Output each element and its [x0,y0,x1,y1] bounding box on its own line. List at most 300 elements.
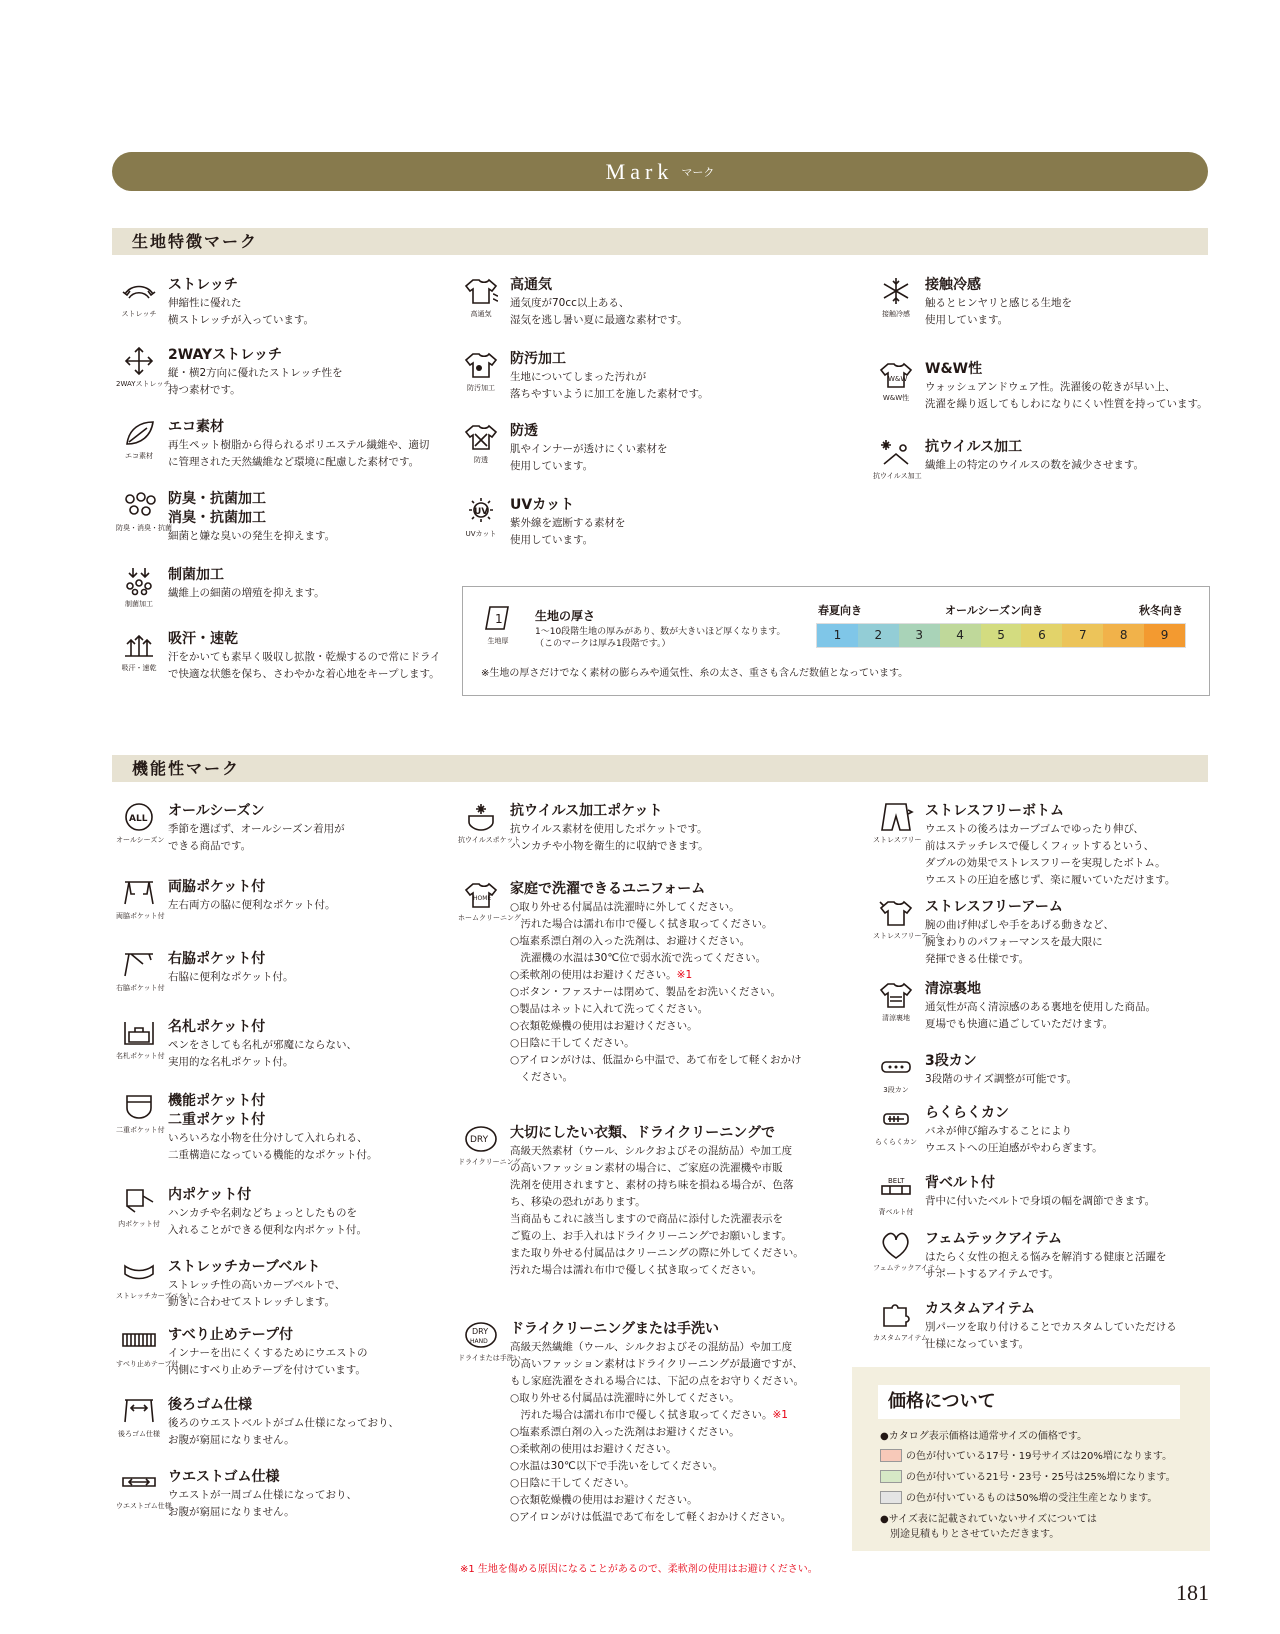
mark-desc-text: 繊維上の細菌の増殖を抑えます。 [168,587,325,599]
mark-desc-text: 内側にすべり止めテープを付けています。 [168,1364,366,1376]
mark-title: ウエストゴム仕様 [168,1469,280,1485]
mark-caption: 高通気 [470,310,492,318]
mark-desc-text: 別パーツを取り付けることでカスタムしていただける [925,1321,1177,1333]
mark-title: 背ベルト付 [925,1175,995,1191]
mark-desc-text: 仕様になっています。 [925,1338,1030,1350]
mark-title: 防汚加工 [510,351,566,367]
price-line-1: ●カタログ表示価格は通常サイズの価格です。 [880,1431,1088,1442]
mark-text [510,802,709,855]
mark-caption: ストレスフリー [873,836,922,844]
mark-desc-line [510,369,709,386]
mark-caption: W&W性 [882,394,910,402]
mark-desc-text: また取り外せる付属品はクリーニングの際に外してください。 [510,1247,804,1259]
mark-desc-line [925,1266,1167,1283]
home-cleaning-icon [458,880,521,923]
footnote: ※1 生地を傷める原因になることがあるので、柔軟剤の使用はお避けください。 [460,1564,818,1575]
svg-text:DRY: DRY [472,1327,489,1336]
mark-desc-text: 実用的な名札ポケット付。 [168,1056,294,1068]
mark-desc-line [168,666,441,683]
mark-caption: 両脇ポケット付 [116,912,165,920]
mark-desc-line [925,1249,1167,1266]
mark-desc-text: ち、移染の恐れがあります。 [510,1196,646,1208]
price-box [852,1367,1210,1551]
mark-desc-line [168,838,345,855]
mark-desc-text: ○衣類乾燥機の使用はお避けください。 [510,1020,698,1032]
mark-text [168,1326,368,1379]
mark-desc-text: 右脇に便利なポケット付。 [168,971,294,983]
mark-desc-text: ○取り外せる付属品は洗濯時に外してください。 [510,1392,740,1404]
mark-desc-text: ○塩素系漂白剤の入った洗剤は、お避けください。 [510,935,751,947]
mark-desc-line [925,312,1072,329]
all-season-icon [116,802,165,845]
mark-desc-line [510,1424,804,1441]
mark-desc-text: ○アイロンがけは、低温から中温で、あて布をして軽くおかけ [510,1054,802,1066]
label-autumn-winter: 秋冬向き [1139,604,1183,617]
two-way-stretch-icon [116,346,171,389]
mark-title: 3段カン [925,1053,977,1069]
mark-desc-line [925,838,1175,855]
antiviral-icon [873,438,922,481]
mark-desc-line [168,897,335,914]
thickness-box [462,586,1210,696]
mark-desc-line [168,1487,357,1504]
thickness-step: 9 [1144,624,1185,647]
mark-desc-line [510,312,688,329]
mark-desc-text: ○柔軟剤の使用はお避けください。 [510,969,677,981]
mark-desc-line [510,1052,802,1069]
dry-cleaning-icon [458,1124,521,1167]
mark-title: 抗ウイルス加工 [925,439,1023,455]
thickness-step: 4 [940,624,981,647]
stress-free-arm-icon [873,898,942,941]
mark-desc-line [510,1035,802,1052]
mark-caption: ドライクリーニング [458,1158,521,1166]
mark-desc-text: 使用しています。 [510,460,594,472]
inner-pocket-icon [116,1186,162,1229]
mark-title: 清涼裏地 [925,981,981,997]
svg-text:1: 1 [495,612,503,626]
mark-desc-line [510,1069,802,1086]
mark-desc-line [925,1193,1155,1210]
mark-caption: 後ろゴム仕様 [118,1430,160,1438]
mark-desc-text: ご覧の上、お手入れはドライクリーニングでお願いします。 [510,1230,792,1242]
mark-caption: ストレッチカーブベルト [116,1292,193,1300]
sweat-absorb-icon [116,630,162,673]
easy-adjuster-icon [873,1104,919,1147]
mark-title: フェムテックアイテム [925,1231,1063,1247]
mark-desc-line [510,1018,802,1035]
mark-caption: 2WAYストレッチ [116,380,171,388]
mark-caption: 吸汗・速乾 [121,664,157,672]
mark-title: 吸汗・速乾 [168,631,238,647]
mark-desc-line [510,458,668,475]
svg-text:BELT: BELT [888,1177,905,1185]
mark-caption: エコ素材 [125,452,153,460]
mark-desc-text: ○塩素系漂白剤の入った洗剤はお避けください。 [510,1426,740,1438]
mark-desc-text: ○日陰に干してください。 [510,1477,635,1489]
mark-title: ストレッチ [168,277,238,293]
mark-title: UVカット [510,497,575,513]
mark-desc-text: ハンカチや名刺などちょっとしたものを [168,1207,357,1219]
mark-caption: 3段カン [883,1086,909,1094]
mark-desc-text: 腕まわりのパフォーマンスを最大限に [925,936,1103,948]
mark-desc-line [168,585,325,602]
mark-desc-text: バネが伸び縮みすることにより [925,1125,1072,1137]
mark-desc-text: 左右両方の脇に便利なポケット付。 [168,899,336,911]
mark-desc-line [510,1194,804,1211]
mark-desc-text: 高級天然素材（ウール、シルクおよびその混紡品）や加工度 [510,1145,792,1157]
mark-caption: ウエストゴム仕様 [116,1502,172,1510]
price-row-3: の色が付いているものは50%増の受注生産となります。 [880,1491,1157,1506]
thickness-step: 1 [817,624,858,647]
mark-desc-line [510,1356,804,1373]
mark-desc-line [168,1037,357,1054]
mark-desc-line [510,1373,804,1390]
mark-desc-text: インナーを出にくくするためにウエストの [168,1347,368,1359]
mark-desc-line [168,1415,399,1432]
mark-desc-text: 横ストレッチが入っています。 [168,314,315,326]
mark-desc-line [510,1509,804,1526]
mark-desc-line [510,1390,804,1407]
mark-desc-text: 縦・横2方向に優れたストレッチ性を [168,367,343,379]
mark-caption: 制菌加工 [125,600,153,608]
mark-caption: オールシーズン [116,836,165,844]
mark-text [510,880,802,1086]
mark-desc-line [510,1262,804,1279]
mark-title: 接触冷感 [925,277,981,293]
mark-desc-line [510,984,802,1001]
mark-desc-text: 使用しています。 [510,534,594,546]
mark-desc-line [510,1211,804,1228]
mark-desc-text: 持つ素材です。 [168,384,241,396]
mark-desc-line [168,454,429,471]
price-line-5: ●サイズ表に記載されていないサイズについては [880,1514,1097,1525]
mark-desc-line [168,1277,345,1294]
mark-desc-text: ○取り外せる付属品は洗濯時に外してください。 [510,901,740,913]
mark-desc-line [510,1001,802,1018]
mark-caption: 右脇ポケット付 [116,984,165,992]
thickness-icon [475,603,521,646]
mark-caption: 防汚加工 [467,384,495,392]
mark-desc-text: ○水温は30℃以下で手洗いをしてください。 [510,1460,723,1472]
thickness-line-1: 1〜10段階生地の厚みがあり、数が大きいほど厚くなります。 [535,627,786,637]
thickness-title: 生地の厚さ [535,609,596,623]
mark-desc-text: ダブルの効果でストレスフリーを実現したボトム。 [925,857,1166,869]
mark-caption: 二重ポケット付 [116,1126,165,1134]
mark-desc-text: ウエストへの圧迫感がやわらぎます。 [925,1142,1103,1154]
footnote-ref: ※1 [772,1409,788,1421]
mark-desc-line [925,1319,1177,1336]
mark-title: オールシーズン [168,803,265,819]
mark-desc-line [168,382,343,399]
mark-text [925,1104,1103,1157]
mark-desc-line [510,1407,804,1424]
mark-desc-text: 再生ペット樹脂から得られるポリエステル繊維や、適切 [168,439,430,451]
waist-rubber-icon [116,1468,172,1511]
mark-title: 防臭・抗菌加工 [168,491,266,507]
mark-text [168,1258,345,1311]
back-belt-icon [873,1174,919,1217]
uv-cut-icon [458,496,504,539]
mark-title: 名札ポケット付 [168,1019,266,1035]
mark-desc-text: で快適な状態を保ち、さわやかな着心地をキープします。 [168,668,440,680]
mark-text [925,1052,1077,1088]
mark-desc-text: ください。 [510,1071,573,1083]
mark-desc-line [510,1458,804,1475]
mark-desc-line [510,1245,804,1262]
mark-desc-text: 動きに合わせてストレッチします。 [168,1296,336,1308]
mark-desc-text: 触るとヒンヤリと感じる生地を [925,297,1072,309]
svg-text:HOME: HOME [473,895,492,902]
mark-desc-text: ウォッシュアンドウェア性。洗濯後の乾きが早い上、 [925,381,1176,393]
mark-desc-line [925,1336,1177,1353]
back-rubber-icon [116,1396,162,1439]
mark-desc-line [510,1492,804,1509]
mark-desc-line [510,1160,804,1177]
thickness-step: 5 [981,624,1022,647]
mark-desc-text: 通気性が高く清涼感のある裏地を使用した商品。 [925,1001,1156,1013]
mark-text [925,1174,1155,1210]
mark-desc-line [510,1441,804,1458]
dry-or-hand-wash-icon [458,1320,521,1363]
mark-title: 大切にしたい衣類、ドライクリーニングで [510,1125,776,1141]
mark-desc-text: 汚れた場合は濡れ布巾で優しく拭き取ってください。 [510,1409,773,1421]
wash-and-wear-icon [873,360,919,403]
mark-text [168,1018,357,1071]
three-step-adjuster-icon [873,1052,919,1095]
mark-desc-line [510,1228,804,1245]
name-tag-pocket-icon [116,1018,165,1061]
mark-title-2: 消臭・抗菌加工 [168,510,266,526]
mark-desc-text: ペンをさしても名札が邪魔にならない、 [168,1039,357,1051]
mark-desc-line [925,1123,1103,1140]
mark-desc-line [168,1205,367,1222]
mark-desc-line [168,1345,368,1362]
price-title: 価格について [878,1385,1180,1419]
mark-desc-text: ストレッチ性の高いカーブベルトで、 [168,1279,346,1291]
mark-desc-line [168,1222,367,1239]
mark-desc-line [925,872,1175,889]
mark-caption: 背ベルト付 [878,1208,914,1216]
mark-caption: 清涼裏地 [882,1014,910,1022]
price-swatch-1 [880,1449,902,1462]
mark-desc-text: 洗濯機の水温は30℃位で弱水流で洗ってください。 [510,952,767,964]
mark-desc-line [510,1339,804,1356]
mark-desc-line [510,838,709,855]
mark-text [168,346,343,399]
double-pocket-icon [116,1092,165,1135]
mark-desc-line [510,821,709,838]
mark-desc-line [168,528,335,545]
mark-desc-line [925,379,1208,396]
mark-title: ストレスフリーボトム [925,803,1065,819]
mark-text [168,1092,377,1164]
mark-caption: ドライまたは手洗い [458,1354,521,1362]
mark-desc-line [925,934,1114,951]
mark-title-2: 二重ポケット付 [168,1112,266,1128]
mark-desc-line [510,441,668,458]
mark-desc-line [168,1362,368,1379]
mark-text [925,276,1072,329]
mark-caption: 抗ウイルス加工 [873,472,922,480]
mark-desc-line [925,999,1156,1016]
mark-desc-line [925,855,1175,872]
mark-desc-text: 細菌と嫌な臭いの発生を抑えます。 [168,530,336,542]
mark-text [168,566,325,602]
mark-desc-text: 夏場でも快適に過ごしていただけます。 [925,1018,1114,1030]
both-side-pockets-icon [116,878,165,921]
mark-text [168,878,335,914]
mark-desc-text: ウエストの後ろはカーブゴムでゆったり伸び、 [925,823,1144,835]
mark-caption: 内ポケット付 [118,1220,160,1228]
svg-text:W&W: W&W [888,375,908,383]
mark-desc-text: 当商品もこれに該当しますので商品に添付した洗濯表示を [510,1213,783,1225]
mark-text [925,360,1208,413]
mark-caption: ホームクリーニング [458,914,521,922]
mark-title: W&W性 [925,361,983,377]
svg-text:DRY: DRY [470,1135,489,1145]
mark-desc-text: 湿気を逃し暑い夏に最適な素材です。 [510,314,688,326]
mark-text [168,418,429,471]
banner-title: Mark [605,159,674,184]
label-all-season: オールシーズン向き [945,604,1043,617]
mark-desc-text: の高いファッション素材の場合に、ご家庭の洗濯機や市販 [510,1162,783,1174]
label-spring-summer: 春夏向き [818,604,862,617]
mark-text [925,1230,1167,1283]
mark-desc-line [510,295,688,312]
mark-desc-line [168,969,293,986]
mark-desc-text: サポートするアイテムです。 [925,1268,1059,1280]
mark-desc-line [510,950,802,967]
thickness-caption: 生地厚 [487,637,509,645]
thickness-step: 7 [1062,624,1103,647]
non-slip-tape-icon [116,1326,179,1369]
mark-title: 高通気 [510,277,552,293]
mark-caption: ストレッチ [121,310,157,318]
mark-desc-text: ウエストの圧迫を感じず、楽に履いていただけます。 [925,874,1176,886]
mark-text [510,496,626,549]
mark-desc-text: 洗濯を繰り返してもしわになりにくい性質を持っています。 [925,398,1208,410]
mark-desc-line [510,916,802,933]
mark-text [925,1300,1177,1353]
mark-desc-line [168,821,345,838]
mark-text [168,802,345,855]
mark-caption: フェムテックアイテム [873,1264,942,1272]
mark-desc-line [168,295,314,312]
mark-desc-text: 使用しています。 [925,314,1009,326]
mark-text [925,980,1156,1033]
mark-text [168,630,441,683]
thickness-line-2: （このマークは厚み1段階です。） [535,639,671,649]
section-function-marks: 機能性マーク [112,755,1208,782]
mark-text [510,350,709,403]
mark-desc-text: 高級天然繊維（ウール、シルクおよびその混紡品）や加工度 [510,1341,792,1353]
price-row-1: の色が付いている17号・19号サイズは20%増になります。 [880,1449,1172,1464]
mark-desc-text: 腕の曲げ伸ばしや手をあげる動きなど、 [925,919,1114,931]
mark-desc-line [925,295,1072,312]
cool-lining-icon [873,980,919,1023]
mark-desc-line [168,1130,377,1147]
price-line-6: 別途見積もりとさせていただきます。 [880,1529,1060,1540]
mark-title: 2WAYストレッチ [168,347,283,363]
mark-title: すべり止めテープ付 [168,1327,294,1343]
mark-desc-text: はたらく女性の抱える悩みを解消する健康と活躍を [925,1251,1167,1263]
mark-title: 機能ポケット付 [168,1093,266,1109]
banner-subtitle: マーク [681,166,715,179]
mark-banner [112,152,1208,191]
mark-desc-text: 後ろのウエストベルトがゴム仕様になっており、 [168,1417,399,1429]
contact-cooling-icon [873,276,919,319]
mark-desc-text: 汚れた場合は濡れ布巾で優しく拭き取ってください。 [510,918,773,930]
mark-desc-line [510,1177,804,1194]
mark-desc-text: 季節を選ばず、オールシーズン着用が [168,823,345,835]
mark-desc-text: 紫外線を遮断する素材を [510,517,626,529]
mark-desc-text: ○ボタン・ファスナーは閉めて、製品をお洗いください。 [510,986,782,998]
price-swatch-3 [880,1491,902,1504]
thickness-scale [816,623,1186,648]
mark-desc-text: ○アイロンがけは低温であて布をして軽くおかけください。 [510,1511,792,1523]
mark-caption: カスタムアイテム [873,1334,929,1342]
page-number: 181 [1176,1580,1209,1605]
anti-see-through-icon [458,422,504,465]
mark-text [168,1396,399,1449]
mark-desc-text: 抗ウイルス素材を使用したポケットです。 [510,823,708,835]
mark-desc-text: 洗剤を使用されますと、素材の持ち味を損ねる場合が、色落 [510,1179,794,1191]
mark-text [168,1186,367,1239]
mark-desc-line [168,312,314,329]
mark-text [925,438,1144,474]
mark-title: 制菌加工 [168,567,224,583]
mark-title: 防透 [510,423,538,439]
mark-title: 後ろゴム仕様 [168,1397,252,1413]
mark-text [510,276,688,329]
mark-desc-text: ○衣類乾燥機の使用はお避けください。 [510,1494,698,1506]
mark-desc-text: 通気度が70cc以上ある、 [510,297,630,309]
right-side-pocket-icon [116,950,165,993]
mark-desc-text: ○製品はネットに入れて洗ってください。 [510,1003,709,1015]
mark-caption: 抗ウイルスポケット [458,836,521,844]
mark-desc-text: ハンカチや小物を衛生的に収納できます。 [510,840,709,852]
mark-text [925,898,1114,968]
stress-free-bottom-icon [873,802,922,845]
mark-desc-text: 落ちやすいように加工を施した素材です。 [510,388,709,400]
mark-text [925,802,1175,889]
section-fabric-marks: 生地特徴マーク [112,228,1208,255]
mark-caption: 接触冷感 [882,310,910,318]
mark-desc-line [510,933,802,950]
mark-caption: ストレスフリーアーム [873,932,942,940]
mark-text [168,490,335,545]
mark-text [168,950,293,986]
mark-desc-line [168,1504,357,1521]
mark-desc-text: 入れることができる便利な内ポケット付。 [168,1224,367,1236]
mark-desc-text: お腹が窮屈になりません。 [168,1434,295,1446]
mark-title: 抗ウイルス加工ポケット [510,803,663,819]
mark-caption: 名札ポケット付 [116,1052,165,1060]
mark-text [510,1320,804,1526]
mark-desc-text: 汚れた場合は濡れ布巾で優しく拭き取ってください。 [510,1264,762,1276]
mark-title: ストレッチカーブベルト [168,1259,321,1275]
mark-desc-line [925,1140,1103,1157]
thickness-step: 3 [899,624,940,647]
custom-item-icon [873,1300,929,1343]
footnote-ref: ※1 [676,969,693,981]
mark-desc-text: 伸縮性に優れた [168,297,242,309]
mark-desc-text: 発揮できる仕様です。 [925,953,1030,965]
mark-desc-line [925,951,1114,968]
mark-desc-text: 繊維上の特定のウイルスの数を減少させます。 [925,459,1145,471]
mark-title: 両脇ポケット付 [168,879,266,895]
